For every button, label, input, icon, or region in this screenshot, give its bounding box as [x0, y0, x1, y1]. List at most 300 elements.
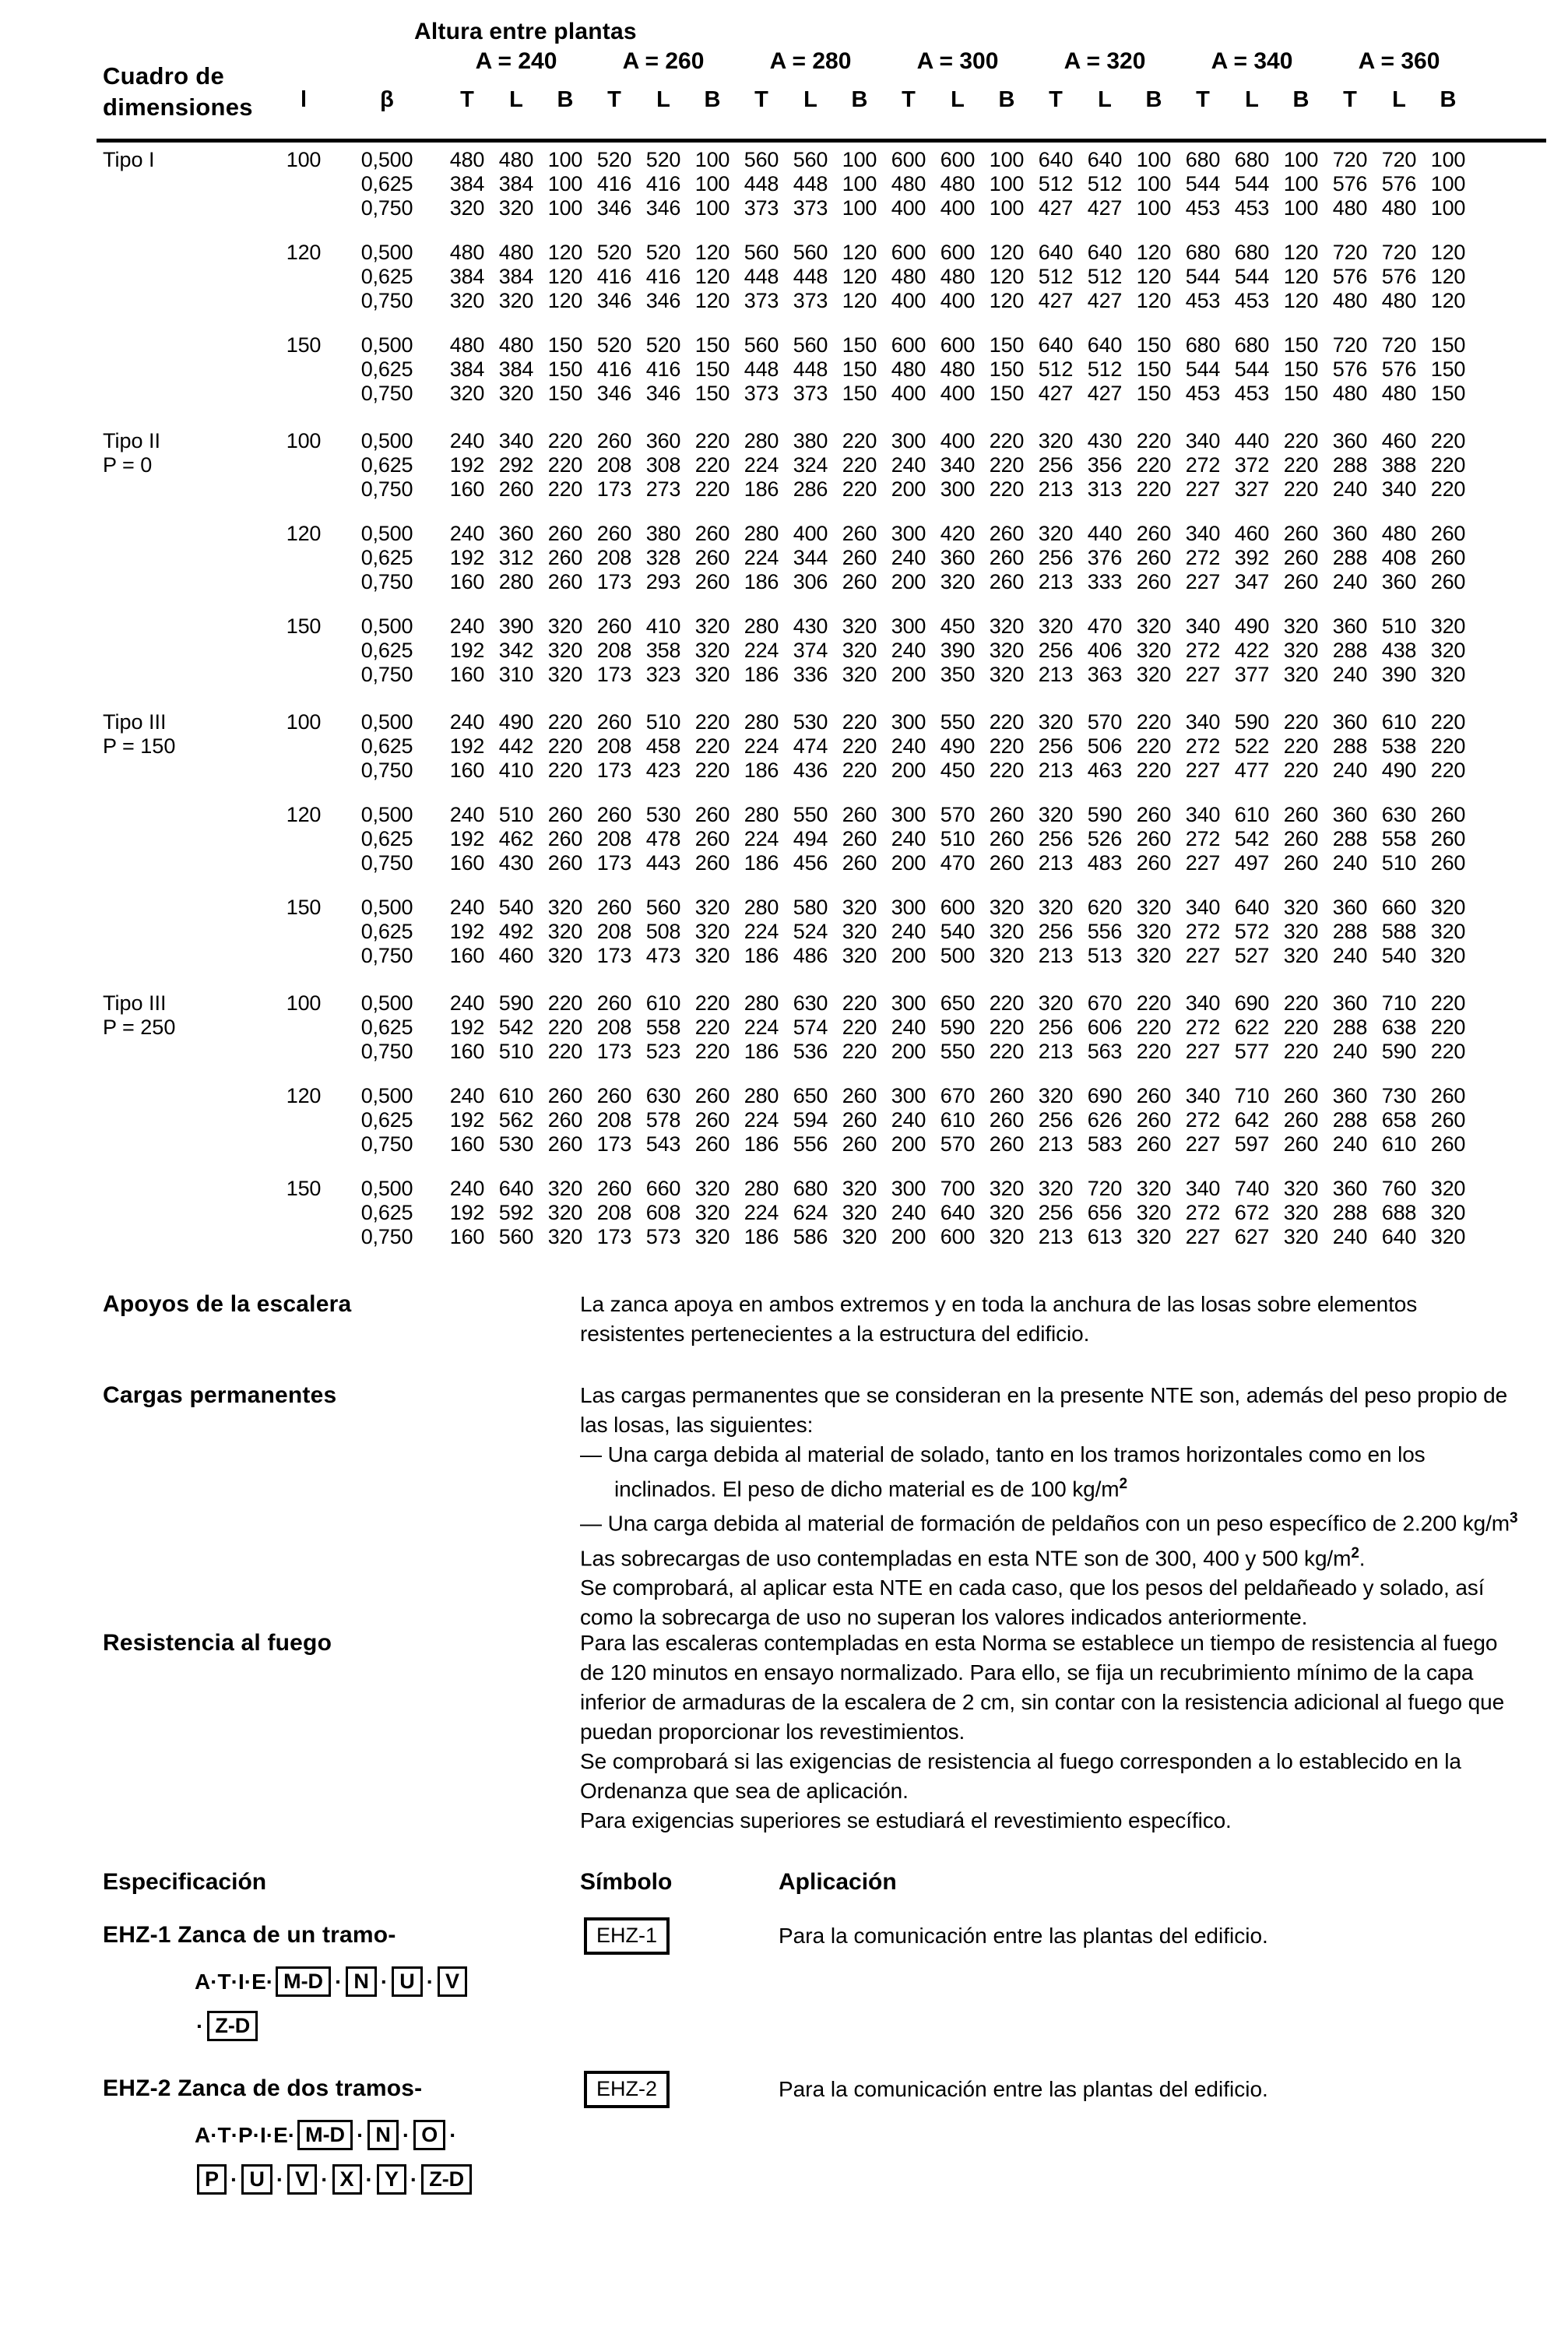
cell-value: 227	[1185, 851, 1221, 875]
cell-value: 150	[1430, 357, 1466, 381]
cell-value: 200	[891, 1132, 926, 1156]
cell-value: 292	[498, 453, 534, 477]
cell-value: 320	[1283, 944, 1319, 967]
cell-value: 360	[1332, 710, 1368, 734]
cell-value: 272	[1185, 1016, 1221, 1039]
cell-value: 220	[694, 710, 730, 734]
cell-value: 427	[1038, 196, 1074, 220]
cell-value: 560	[645, 896, 681, 919]
cell-value: 100	[1430, 172, 1466, 195]
cargas-heading: Cargas permanentes	[103, 1382, 337, 1408]
cell-value: 120	[842, 265, 877, 288]
cell-value: 240	[891, 453, 926, 477]
cell-value: 400	[940, 382, 976, 405]
cell-value: 320	[449, 289, 485, 312]
cell-value: 208	[596, 734, 632, 758]
cell-value: 572	[1234, 920, 1270, 943]
spec-code-prefix-ehz2: A·T·P·I·E·	[195, 2122, 296, 2147]
cell-value: 240	[891, 1201, 926, 1224]
cell-value: 310	[498, 663, 534, 686]
cell-value: 490	[1381, 759, 1417, 782]
cell-value: 390	[940, 639, 976, 662]
cell-beta: 0,500	[360, 896, 413, 919]
cell-value: 186	[744, 759, 779, 782]
code-dot-11: ·	[365, 2167, 373, 2191]
cell-beta: 0,500	[360, 429, 413, 452]
cell-beta: 0,750	[360, 1225, 413, 1248]
cell-value: 543	[645, 1132, 681, 1156]
cell-value: 550	[940, 1040, 976, 1063]
cell-l: 120	[286, 803, 322, 826]
code-box-p[interactable]: P	[197, 2164, 227, 2195]
cell-value: 192	[449, 1016, 485, 1039]
cell-value: 626	[1087, 1108, 1123, 1132]
cell-value: 120	[1283, 289, 1319, 312]
cell-value: 312	[498, 546, 534, 569]
table-row	[0, 477, 1568, 502]
cell-value: 576	[1332, 172, 1368, 195]
cell-beta: 0,625	[360, 920, 413, 943]
cell-value: 320	[1038, 803, 1074, 826]
cell-value: 453	[1234, 382, 1270, 405]
cell-value: 480	[1332, 196, 1368, 220]
cell-value: 260	[694, 803, 730, 826]
cell-value: 638	[1381, 1016, 1417, 1039]
cell-value: 600	[940, 333, 976, 357]
cell-value: 100	[1136, 172, 1172, 195]
cell-value: 186	[744, 477, 779, 501]
cell-value: 480	[1381, 289, 1417, 312]
col-subheader-0-2: B	[557, 87, 574, 112]
cell-value: 680	[1185, 148, 1221, 171]
cell-value: 388	[1381, 453, 1417, 477]
cell-l: 100	[286, 148, 322, 171]
cell-value: 100	[1283, 172, 1319, 195]
cell-value: 610	[1234, 803, 1270, 826]
cell-value: 220	[1136, 710, 1172, 734]
cell-value: 320	[694, 1201, 730, 1224]
cell-value: 256	[1038, 1201, 1074, 1224]
cell-value: 490	[940, 734, 976, 758]
cell-value: 590	[1381, 1040, 1417, 1063]
col-subheader-5-1: L	[1245, 87, 1259, 112]
cell-value: 410	[498, 759, 534, 782]
cell-value: 390	[498, 614, 534, 638]
cell-value: 120	[989, 265, 1025, 288]
cell-value: 260	[842, 1132, 877, 1156]
cell-value: 320	[842, 896, 877, 919]
code-box-o[interactable]: O	[413, 2120, 445, 2150]
fuego-paragraph-1: Para las escaleras contempladas en esta Norma se establece un tiempo de resistencia al fuego de 120 minutos en ensayo normalizado. Para ello, se fija un recubrimiento mínimo de la capa inferior de armaduras de la escalera de 2 cm, sin contar con la resistencia adicional al fuego que puedan proporcionar los revestimientos.	[580, 1631, 1505, 1744]
code-box-md-2[interactable]: M-D	[297, 2120, 353, 2150]
cell-value: 320	[547, 663, 583, 686]
cell-value: 300	[891, 1084, 926, 1107]
cell-value: 540	[498, 896, 534, 919]
code-box-zd-2[interactable]: Z-D	[421, 2164, 472, 2195]
cell-value: 220	[1430, 991, 1466, 1015]
cell-value: 240	[891, 827, 926, 850]
cell-value: 300	[891, 803, 926, 826]
cell-value: 213	[1038, 1040, 1074, 1063]
cell-value: 320	[547, 944, 583, 967]
cell-value: 512	[1038, 357, 1074, 381]
cell-value: 360	[1332, 896, 1368, 919]
table-row	[0, 1016, 1568, 1040]
table-header	[0, 0, 1568, 132]
col-subheader-6-2: B	[1440, 87, 1457, 112]
cell-value: 360	[1332, 991, 1368, 1015]
cell-value: 320	[1430, 920, 1466, 943]
cell-value: 227	[1185, 759, 1221, 782]
cell-value: 220	[842, 710, 877, 734]
code-box-v[interactable]: V	[438, 1966, 467, 1997]
cell-value: 578	[645, 1108, 681, 1132]
cell-value: 173	[596, 1132, 632, 1156]
table-row	[0, 1108, 1568, 1132]
cargas-bullet-2	[580, 1504, 1526, 1538]
cell-value: 200	[891, 944, 926, 967]
cell-value: 320	[1038, 429, 1074, 452]
cell-value: 576	[1381, 265, 1417, 288]
cell-value: 560	[744, 241, 779, 264]
cell-value: 586	[793, 1225, 828, 1248]
cell-value: 224	[744, 453, 779, 477]
cell-value: 220	[842, 1040, 877, 1063]
cell-value: 260	[989, 803, 1025, 826]
cell-value: 523	[645, 1040, 681, 1063]
code-box-x[interactable]: X	[332, 2164, 362, 2195]
table-row	[0, 710, 1568, 734]
cell-value: 100	[1430, 196, 1466, 220]
cell-value: 562	[498, 1108, 534, 1132]
code-box-zd[interactable]: Z-D	[207, 2011, 258, 2041]
col-subheader-2-0: T	[754, 87, 768, 112]
cell-value: 610	[1381, 710, 1417, 734]
cell-value: 150	[1283, 333, 1319, 357]
cell-value: 400	[793, 522, 828, 545]
col-subheader-4-2: B	[1145, 87, 1162, 112]
table-row	[0, 196, 1568, 220]
cell-value: 260	[1430, 827, 1466, 850]
cell-value: 720	[1381, 241, 1417, 264]
cell-value: 288	[1332, 734, 1368, 758]
cell-value: 160	[449, 1225, 485, 1248]
cell-value: 360	[1332, 429, 1368, 452]
cell-value: 650	[940, 991, 976, 1015]
cargas-bullet-1	[580, 1440, 1526, 1504]
col-group-header-0: A = 240	[475, 48, 557, 74]
cell-value: 453	[1234, 289, 1270, 312]
code-dot-3: ·	[426, 1969, 434, 1994]
cell-value: 192	[449, 734, 485, 758]
cell-value: 600	[891, 148, 926, 171]
cell-beta: 0,750	[360, 851, 413, 875]
cell-value: 340	[1381, 477, 1417, 501]
cell-value: 480	[449, 148, 485, 171]
table-row	[0, 991, 1568, 1016]
cell-l: 100	[286, 710, 322, 734]
cell-value: 320	[547, 1177, 583, 1200]
cell-value: 576	[1332, 357, 1368, 381]
code-box-y[interactable]: Y	[377, 2164, 406, 2195]
cell-value: 583	[1087, 1132, 1123, 1156]
cell-value: 320	[1430, 614, 1466, 638]
cell-value: 600	[940, 148, 976, 171]
cargas-paragraph-2	[580, 1539, 1526, 1573]
cell-l: 120	[286, 1084, 322, 1107]
code-box-v-2[interactable]: V	[287, 2164, 317, 2195]
cell-value: 208	[596, 1201, 632, 1224]
cell-value: 260	[498, 477, 534, 501]
cell-value: 150	[1136, 382, 1172, 405]
cell-value: 377	[1234, 663, 1270, 686]
cell-value: 192	[449, 453, 485, 477]
col-subheader-4-1: L	[1098, 87, 1112, 112]
cell-value: 220	[989, 429, 1025, 452]
cell-value: 527	[1234, 944, 1270, 967]
cell-value: 360	[645, 429, 681, 452]
col-subheader-0-0: T	[460, 87, 474, 112]
cell-value: 448	[744, 172, 779, 195]
cell-value: 360	[1332, 1084, 1368, 1107]
cell-value: 320	[1283, 1201, 1319, 1224]
cell-value: 256	[1038, 546, 1074, 569]
cell-value: 256	[1038, 1016, 1074, 1039]
cell-value: 374	[793, 639, 828, 662]
cell-value: 463	[1087, 759, 1123, 782]
cell-value: 260	[989, 546, 1025, 569]
cell-value: 610	[645, 991, 681, 1015]
cell-value: 512	[1087, 172, 1123, 195]
cell-value: 220	[989, 991, 1025, 1015]
cell-value: 280	[744, 1177, 779, 1200]
cell-value: 510	[498, 1040, 534, 1063]
cell-value: 480	[1381, 522, 1417, 545]
cell-value: 260	[1283, 1132, 1319, 1156]
cargas-bullet-2-sup: 3	[1509, 1510, 1518, 1527]
cell-value: 224	[744, 827, 779, 850]
spec-code-prefix-ehz1: A·T·I·E·	[195, 1969, 274, 1994]
cargas-paragraph-1: Las cargas permanentes que se consideran en la presente NTE son, además del peso propio de las losas, las siguientes:	[580, 1383, 1508, 1437]
cell-value: 526	[1087, 827, 1123, 850]
code-box-n[interactable]: N	[346, 1966, 377, 1997]
code-dot-1: ·	[335, 1969, 343, 1994]
cell-value: 288	[1332, 1201, 1368, 1224]
cell-value: 520	[596, 148, 632, 171]
cell-value: 288	[1332, 453, 1368, 477]
cell-value: 590	[498, 991, 534, 1015]
cell-value: 710	[1381, 991, 1417, 1015]
cell-value: 240	[449, 1084, 485, 1107]
cell-value: 520	[596, 241, 632, 264]
cell-value: 260	[547, 570, 583, 593]
cell-value: 427	[1087, 196, 1123, 220]
code-box-u-2[interactable]: U	[241, 2164, 272, 2195]
table-row	[0, 851, 1568, 875]
cell-value: 592	[498, 1201, 534, 1224]
cell-value: 600	[940, 241, 976, 264]
cell-value: 213	[1038, 759, 1074, 782]
cell-value: 186	[744, 851, 779, 875]
cell-value: 478	[645, 827, 681, 850]
col-subheader-1-0: T	[607, 87, 621, 112]
cell-value: 480	[940, 265, 976, 288]
cell-value: 360	[1332, 522, 1368, 545]
code-box-n-2[interactable]: N	[367, 2120, 399, 2150]
code-dot-6: ·	[402, 2122, 410, 2147]
table-row	[0, 734, 1568, 759]
cell-value: 224	[744, 920, 779, 943]
cell-value: 550	[793, 803, 828, 826]
cell-value: 320	[1136, 944, 1172, 967]
col-header-l: l	[300, 87, 308, 112]
cell-value: 346	[596, 289, 632, 312]
cell-value: 150	[694, 333, 730, 357]
cell-value: 320	[1038, 896, 1074, 919]
table-row	[0, 357, 1568, 382]
cell-value: 260	[989, 1132, 1025, 1156]
cell-value: 120	[1430, 289, 1466, 312]
cell-value: 416	[645, 172, 681, 195]
cell-value: 344	[793, 546, 828, 569]
cell-value: 260	[694, 1084, 730, 1107]
cell-value: 260	[596, 614, 632, 638]
cell-value: 570	[940, 1132, 976, 1156]
cell-value: 260	[989, 851, 1025, 875]
code-box-u[interactable]: U	[392, 1966, 423, 1997]
cell-value: 320	[1430, 1225, 1466, 1248]
cell-value: 150	[547, 357, 583, 381]
cell-value: 208	[596, 639, 632, 662]
cell-value: 427	[1038, 289, 1074, 312]
cell-value: 333	[1087, 570, 1123, 593]
cell-value: 512	[1038, 172, 1074, 195]
cargas-bullet-1-text: — Una carga debida al material de solado, tanto en los tramos horizontales como en los inclinados. El peso de dicho material es de 100 kg/m	[580, 1442, 1426, 1501]
cell-value: 340	[498, 429, 534, 452]
cell-value: 220	[842, 453, 877, 477]
cell-value: 300	[891, 522, 926, 545]
row-group-label: P = 250	[103, 1016, 176, 1039]
cell-value: 530	[645, 803, 681, 826]
cell-value: 260	[1136, 803, 1172, 826]
cell-value: 688	[1381, 1201, 1417, 1224]
cell-value: 340	[1185, 991, 1221, 1015]
cell-value: 380	[645, 522, 681, 545]
cell-value: 380	[793, 429, 828, 452]
cell-value: 100	[1136, 196, 1172, 220]
cell-value: 320	[1136, 1225, 1172, 1248]
cell-value: 240	[891, 920, 926, 943]
cell-value: 260	[1430, 851, 1466, 875]
cell-beta: 0,500	[360, 333, 413, 357]
header-rule	[97, 139, 1546, 143]
cell-value: 450	[940, 614, 976, 638]
aplicacion-column-heading: Aplicación	[779, 1869, 897, 1895]
cell-value: 340	[1185, 429, 1221, 452]
cell-value: 320	[989, 614, 1025, 638]
cell-value: 272	[1185, 453, 1221, 477]
cell-value: 150	[694, 357, 730, 381]
code-box-md[interactable]: M-D	[276, 1966, 331, 1997]
cell-value: 280	[744, 803, 779, 826]
cell-value: 358	[645, 639, 681, 662]
cell-value: 490	[498, 710, 534, 734]
cell-beta: 0,625	[360, 1108, 413, 1132]
cell-value: 620	[1087, 896, 1123, 919]
cell-value: 260	[547, 1132, 583, 1156]
cell-value: 220	[1283, 759, 1319, 782]
cell-value: 220	[547, 759, 583, 782]
cell-value: 372	[1234, 453, 1270, 477]
cell-value: 272	[1185, 1108, 1221, 1132]
cell-value: 220	[842, 991, 877, 1015]
cell-value: 430	[793, 614, 828, 638]
cell-value: 120	[694, 241, 730, 264]
cell-value: 416	[596, 172, 632, 195]
cell-value: 220	[1283, 710, 1319, 734]
code-dot-8: ·	[230, 2167, 238, 2191]
cell-value: 100	[547, 172, 583, 195]
cell-value: 150	[1430, 382, 1466, 405]
cargas-paragraph-3: Se comprobará, al aplicar esta NTE en cada caso, que los pesos del peldañeado y solado, así como la sobrecarga de uso no superan los valores indicados anteriormente.	[580, 1575, 1485, 1629]
cell-value: 260	[1136, 851, 1172, 875]
cell-value: 480	[891, 357, 926, 381]
cell-value: 213	[1038, 944, 1074, 967]
cell-value: 200	[891, 759, 926, 782]
cell-value: 320	[694, 1225, 730, 1248]
cell-value: 186	[744, 663, 779, 686]
cell-value: 350	[940, 663, 976, 686]
cell-value: 346	[645, 289, 681, 312]
cell-value: 672	[1234, 1201, 1270, 1224]
cell-value: 608	[645, 1201, 681, 1224]
cell-value: 220	[989, 1016, 1025, 1039]
cell-beta: 0,500	[360, 991, 413, 1015]
cell-value: 220	[1283, 453, 1319, 477]
cell-value: 100	[842, 148, 877, 171]
cell-value: 213	[1038, 663, 1074, 686]
cell-value: 327	[1234, 477, 1270, 501]
cell-value: 260	[547, 1084, 583, 1107]
cell-value: 320	[1038, 614, 1074, 638]
cell-value: 740	[1234, 1177, 1270, 1200]
cell-value: 260	[842, 522, 877, 545]
row-group-label: Tipo III	[103, 710, 167, 734]
cell-value: 658	[1381, 1108, 1417, 1132]
row-group-label: Tipo I	[103, 148, 155, 171]
cell-value: 600	[940, 1225, 976, 1248]
cell-value: 400	[940, 289, 976, 312]
cell-value: 260	[989, 1108, 1025, 1132]
cell-value: 240	[1332, 851, 1368, 875]
cell-value: 480	[449, 333, 485, 357]
cell-value: 384	[498, 172, 534, 195]
cell-value: 320	[1136, 896, 1172, 919]
cell-value: 100	[547, 196, 583, 220]
cell-value: 690	[1234, 991, 1270, 1015]
cell-value: 208	[596, 920, 632, 943]
cell-value: 260	[1136, 570, 1172, 593]
cell-value: 150	[1136, 333, 1172, 357]
cell-value: 720	[1087, 1177, 1123, 1200]
cell-value: 630	[645, 1084, 681, 1107]
cell-value: 288	[1332, 1016, 1368, 1039]
cell-value: 320	[989, 639, 1025, 662]
spec-code-line2-ehz2	[195, 2164, 474, 2195]
cell-value: 627	[1234, 1225, 1270, 1248]
cell-value: 438	[1381, 639, 1417, 662]
cell-value: 416	[645, 357, 681, 381]
